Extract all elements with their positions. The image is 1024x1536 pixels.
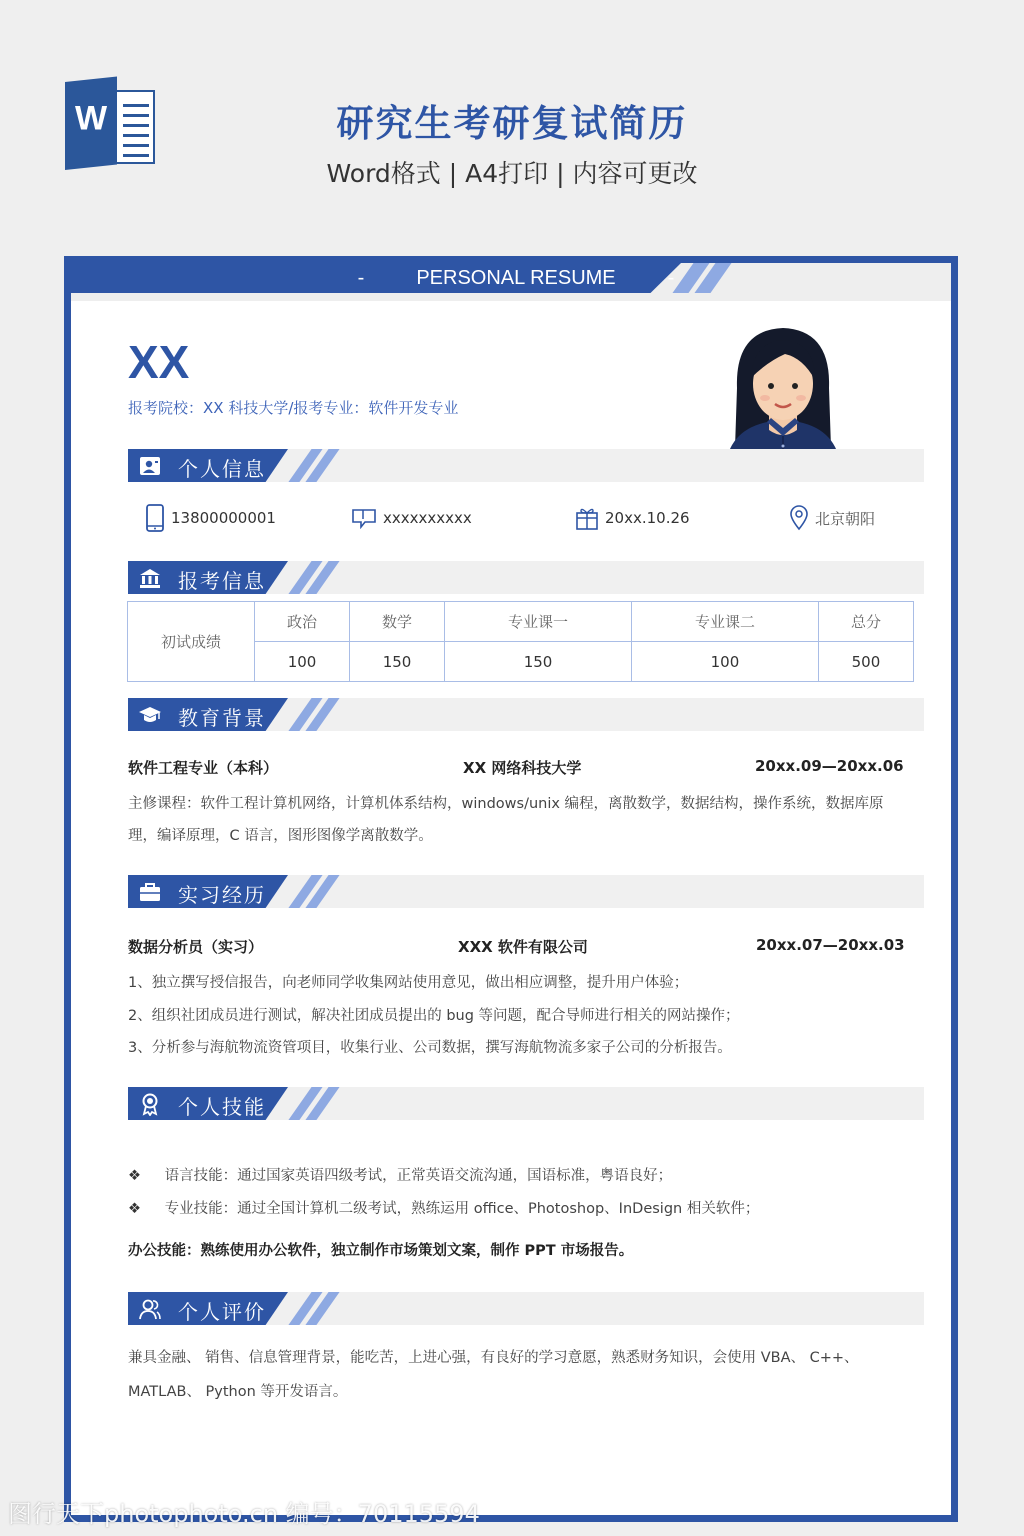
section-internship: [128, 875, 924, 908]
evaluation-text: 兼具金融、 销售、信息管理背景，能吃苦，上进心强，有良好的学习意愿，熟悉财务知识，会使用 VBA、 C++、 MATLAB、 Python 等开发语言。: [128, 1350, 859, 1400]
resume-sheet: [64, 256, 958, 1522]
info-location: [789, 503, 875, 533]
avatar: [707, 318, 859, 468]
internship-period: 20xx.07—20xx.03: [756, 936, 905, 954]
gift-icon: [575, 505, 599, 531]
subject-header: 专业课二: [632, 602, 819, 642]
table-row: [128, 602, 914, 642]
score-value: 100: [632, 642, 819, 682]
subject-header: 总分: [818, 602, 913, 642]
location: 北京朝阳: [815, 509, 876, 528]
skill-item: [128, 1197, 759, 1218]
education-courses: 主修课程：软件工程计算机网络，计算机体系结构，windows/unix 编程，离散数学，数据结构，操作系统，数据库原理，编译原理，C 语言，图形图像学离散数学。: [128, 796, 884, 844]
section-evaluation: [128, 1292, 924, 1325]
internship-item: 1、独立撰写授信报告，向老师同学收集网站使用意见，做出相应调整，提升用户体验；: [128, 975, 689, 991]
subject-header: 专业课一: [445, 602, 632, 642]
internship-company: XXX 软件有限公司: [458, 938, 588, 956]
section-title: 报考信息: [178, 569, 266, 593]
id-card-icon: [138, 454, 162, 478]
section-title: 实习经历: [178, 883, 266, 907]
section-personal: [128, 449, 924, 482]
phone-number: 13800000001: [171, 509, 276, 527]
internship-item: 2、组织社团成员进行测试，解决社团成员提出的 bug 等问题，配合导师进行相关的网站操作；: [128, 1008, 740, 1024]
award-ribbon-icon: [138, 1092, 162, 1116]
mail-icon: [351, 507, 377, 529]
phone-icon: [145, 504, 165, 532]
score-value: 500: [818, 642, 913, 682]
education-school: XX 网络科技大学: [463, 759, 582, 777]
user-group-icon: [138, 1297, 162, 1321]
location-pin-icon: [789, 505, 809, 531]
email-address: xxxxxxxxxx: [383, 509, 472, 527]
section-education: [128, 698, 924, 731]
section-title: 教育背景: [178, 706, 266, 730]
skill-text: 专业技能：通过全国计算机二级考试，熟练运用 office、Photoshop、InDesign 相关软件；: [164, 1201, 760, 1217]
internship-item: 3、分析参与海航物流资管项目，收集行业、公司数据，撰写海航物流多家子公司的分析报告。: [128, 1040, 732, 1056]
education-period: 20xx.09—20xx.06: [755, 757, 904, 775]
graduation-cap-icon: [138, 703, 162, 727]
section-skills: [128, 1087, 924, 1120]
info-email: [351, 503, 472, 533]
section-title: 个人技能: [178, 1095, 266, 1119]
section-title: 个人信息: [178, 457, 266, 481]
info-birthday: [575, 503, 690, 533]
scores-table: [127, 601, 914, 682]
section-exam: [128, 561, 924, 594]
score-value: 100: [255, 642, 350, 682]
institution-icon: [138, 566, 162, 590]
office-skill: 办公技能：熟练使用办公软件，独立制作市场策划文案，制作 PPT 市场报告。: [128, 1243, 634, 1259]
banner-title: PERSONAL RESUME: [416, 267, 616, 289]
apply-line: 报考院校：XX 科技大学/报考专业：软件开发专业: [128, 399, 459, 417]
candidate-name: XX: [128, 336, 190, 388]
word-icon: W: [65, 82, 157, 170]
page-subtitle: Word格式 | A4打印 | 内容可更改: [326, 159, 698, 188]
subject-header: 政治: [255, 602, 350, 642]
bullet-icon: ❖: [128, 1201, 141, 1217]
resume-banner: - PERSONAL RESUME -: [71, 263, 951, 301]
watermark: 图行天下photophoto.cn 编号：70115594: [8, 1500, 480, 1528]
section-title: 个人评价: [178, 1300, 266, 1324]
education-major: 软件工程专业（本科）: [128, 759, 279, 777]
briefcase-icon: [138, 880, 162, 904]
info-phone: [145, 503, 276, 533]
page-title: 研究生考研复试简历: [336, 102, 688, 145]
scores-row-label: 初试成绩: [128, 602, 255, 682]
skill-text: 语言技能：通过国家英语四级考试，正常英语交流沟通，国语标准，粤语良好；: [164, 1168, 673, 1184]
bullet-icon: ❖: [128, 1168, 141, 1184]
birthday: 20xx.10.26: [605, 509, 690, 527]
skill-item: [128, 1164, 672, 1185]
score-value: 150: [445, 642, 632, 682]
score-value: 150: [350, 642, 445, 682]
internship-role: 数据分析员（实习）: [128, 938, 264, 956]
subject-header: 数学: [350, 602, 445, 642]
